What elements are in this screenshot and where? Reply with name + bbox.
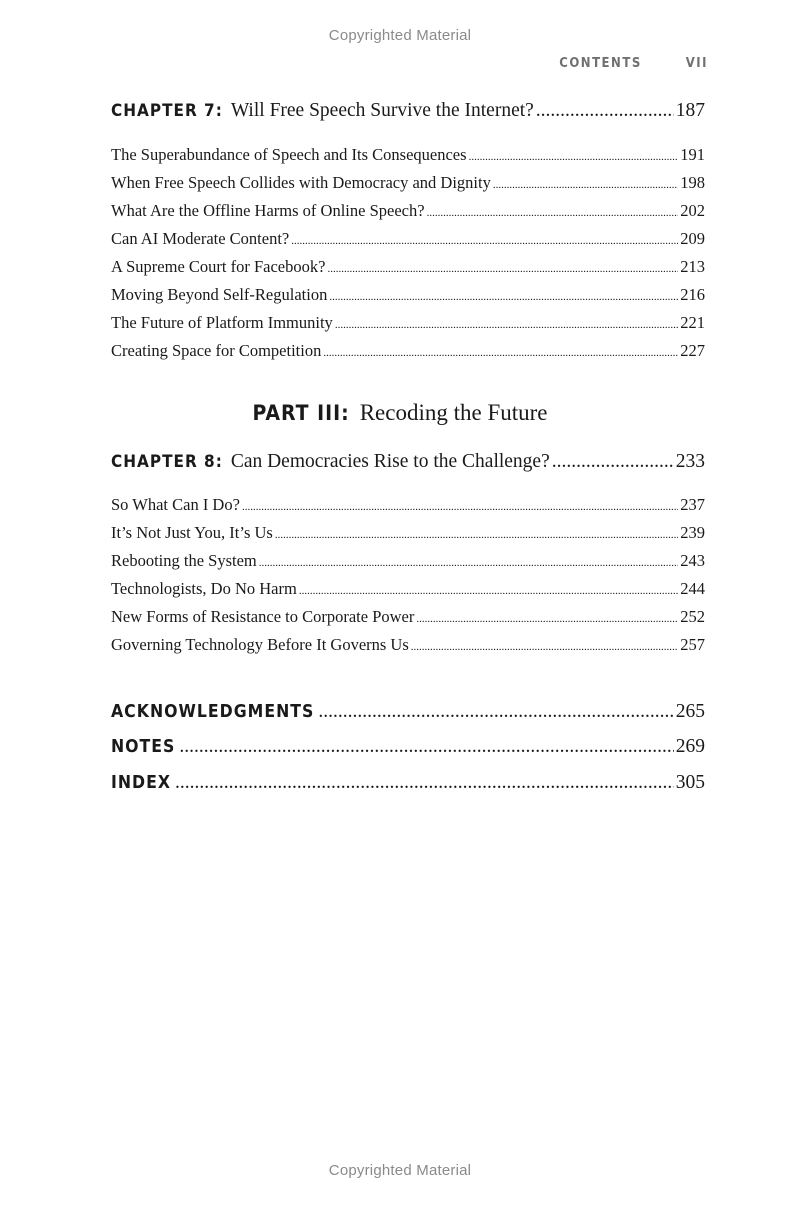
toc-section[interactable] bbox=[111, 229, 705, 249]
toc-section[interactable] bbox=[111, 257, 705, 277]
chapter-7-title: Will Free Speech Survive the Internet? bbox=[230, 100, 534, 121]
section-page: 202 bbox=[680, 201, 705, 220]
section-page: 213 bbox=[680, 257, 705, 276]
toc-notes[interactable] bbox=[111, 736, 705, 758]
toc-acknowledgments[interactable] bbox=[111, 701, 705, 723]
chapter-7-page: 187 bbox=[675, 100, 705, 121]
dot-leader bbox=[327, 263, 678, 275]
toc-chapter-8[interactable] bbox=[111, 451, 705, 473]
running-head bbox=[559, 56, 708, 71]
section-title: The Superabundance of Speech and Its Consequences bbox=[111, 145, 467, 164]
section-page: 209 bbox=[680, 229, 705, 248]
section-page: 252 bbox=[680, 607, 705, 626]
section-page: 237 bbox=[680, 495, 705, 514]
back-matter-page: 305 bbox=[675, 772, 705, 793]
toc-section[interactable] bbox=[111, 173, 705, 193]
dot-leader bbox=[179, 736, 673, 758]
chapter-8-title: Can Democracies Rise to the Challenge? bbox=[230, 451, 550, 472]
toc-index[interactable] bbox=[111, 772, 705, 794]
section-title: Can AI Moderate Content? bbox=[111, 229, 290, 248]
toc-section[interactable] bbox=[111, 313, 705, 333]
section-title: Creating Space for Competition bbox=[111, 341, 322, 360]
section-title: The Future of Platform Immunity bbox=[111, 313, 333, 332]
copyright-watermark-bottom: Copyrighted Material bbox=[328, 1162, 472, 1179]
dot-leader bbox=[242, 501, 678, 513]
chapter-8-page: 233 bbox=[675, 451, 705, 472]
section-title: Rebooting the System bbox=[111, 551, 257, 570]
back-matter-label: NOTES bbox=[111, 737, 176, 757]
section-page: 221 bbox=[680, 313, 705, 332]
section-title: A Supreme Court for Facebook? bbox=[111, 257, 326, 276]
section-title: Moving Beyond Self-Regulation bbox=[111, 285, 328, 304]
section-title: What Are the Offline Harms of Online Speech? bbox=[111, 201, 425, 220]
section-title: New Forms of Resistance to Corporate Power bbox=[111, 607, 415, 626]
section-page: 198 bbox=[680, 173, 705, 192]
section-page: 257 bbox=[680, 635, 705, 654]
back-matter-page: 269 bbox=[675, 736, 705, 757]
dot-leader bbox=[427, 207, 679, 219]
toc-section[interactable] bbox=[111, 607, 705, 627]
dot-leader bbox=[335, 319, 678, 331]
section-page: 243 bbox=[680, 551, 705, 570]
dot-leader bbox=[329, 291, 678, 303]
copyright-watermark-top: Copyrighted Material bbox=[328, 27, 472, 44]
part-3-label: PART III: bbox=[252, 401, 350, 425]
toc-section[interactable] bbox=[111, 579, 705, 599]
toc-section[interactable] bbox=[111, 495, 705, 515]
dot-leader bbox=[318, 701, 673, 723]
dot-leader bbox=[552, 451, 674, 473]
dot-leader bbox=[416, 613, 678, 625]
section-page: 191 bbox=[680, 145, 705, 164]
dot-leader bbox=[291, 235, 678, 247]
toc-section[interactable] bbox=[111, 341, 705, 361]
section-page: 244 bbox=[680, 579, 705, 598]
chapter-8-label: CHAPTER 8: bbox=[111, 452, 223, 472]
back-matter-page: 265 bbox=[675, 701, 705, 722]
dot-leader bbox=[323, 347, 678, 359]
toc-section[interactable] bbox=[111, 551, 705, 571]
running-head-label: CONTENTS bbox=[559, 56, 642, 71]
dot-leader bbox=[175, 772, 674, 794]
page-folio: VII bbox=[685, 56, 708, 71]
dot-leader bbox=[299, 585, 678, 597]
dot-leader bbox=[536, 100, 674, 122]
section-title: So What Can I Do? bbox=[111, 495, 240, 514]
section-title: When Free Speech Collides with Democracy and Dignity bbox=[111, 173, 491, 192]
toc-section[interactable] bbox=[111, 145, 705, 165]
section-title: Governing Technology Before It Governs Us bbox=[111, 635, 409, 654]
dot-leader bbox=[259, 557, 679, 569]
dot-leader bbox=[493, 179, 678, 191]
dot-leader bbox=[411, 641, 678, 653]
section-title: It’s Not Just You, It’s Us bbox=[111, 523, 273, 542]
section-page: 216 bbox=[680, 285, 705, 304]
dot-leader bbox=[469, 151, 679, 163]
toc-section[interactable] bbox=[111, 523, 705, 543]
part-3-title: Recoding the Future bbox=[359, 400, 548, 425]
toc-chapter-7[interactable] bbox=[111, 100, 705, 122]
section-page: 227 bbox=[680, 341, 705, 360]
back-matter-label: INDEX bbox=[111, 773, 172, 793]
toc-section[interactable] bbox=[111, 201, 705, 221]
toc-section[interactable] bbox=[111, 285, 705, 305]
chapter-7-label: CHAPTER 7: bbox=[111, 101, 223, 121]
back-matter-label: ACKNOWLEDGMENTS bbox=[111, 702, 315, 722]
section-title: Technologists, Do No Harm bbox=[111, 579, 297, 598]
dot-leader bbox=[275, 529, 678, 541]
toc-section[interactable] bbox=[111, 635, 705, 655]
section-page: 239 bbox=[680, 523, 705, 542]
part-3-heading[interactable] bbox=[0, 400, 800, 426]
